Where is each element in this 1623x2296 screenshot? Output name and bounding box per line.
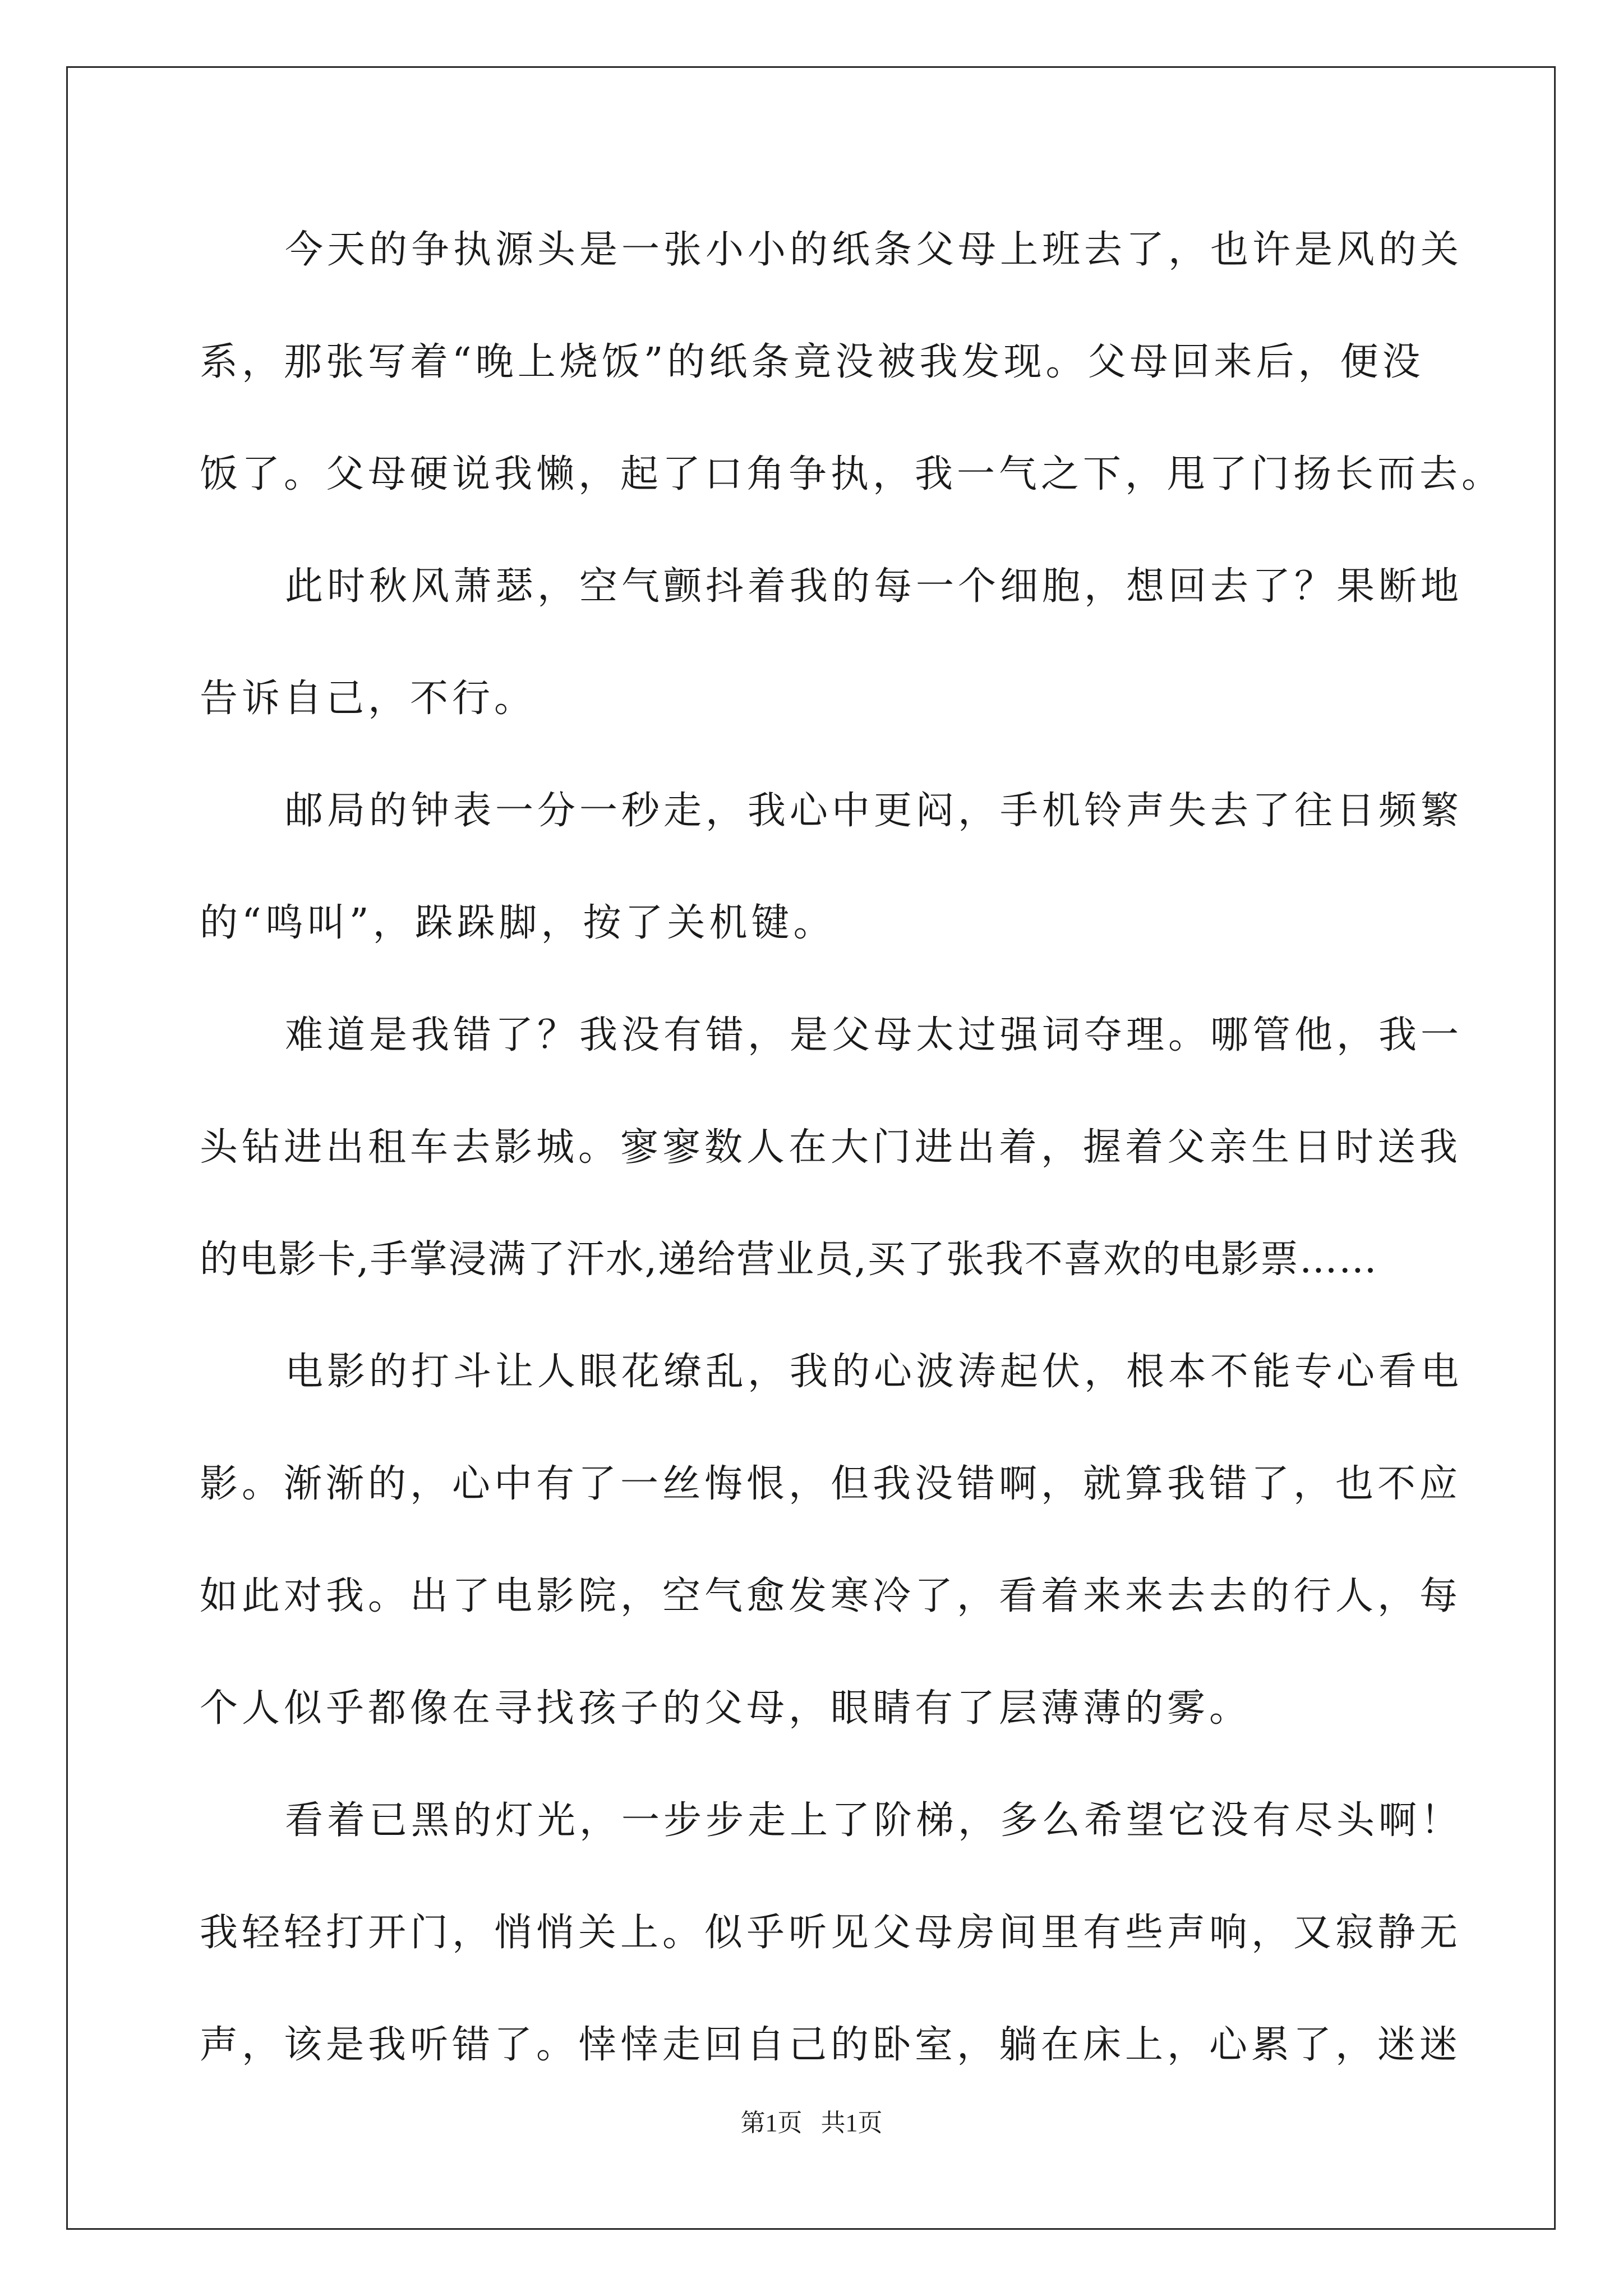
body-line: 的电影卡,手掌浸满了汗水,递给营业员,买了张我不喜欢的电影票…… [200, 1237, 1378, 1282]
body-line: 电影的打斗让人眼花缭乱，我的心波涛起伏，根本不能专心看电 [285, 1350, 1463, 1394]
body-line: 声，该是我听错了。悻悻走回自己的卧室，躺在床上，心累了，迷迷 [200, 2023, 1462, 2067]
body-line: 我轻轻打开门，悄悄关上。似乎听见父母房间里有些声响，又寂静无 [200, 1911, 1462, 1955]
page-number-footer: 第1页 共1页 [740, 2109, 883, 2137]
body-line: 看着已黑的灯光，一步步走上了阶梯，多么希望它没有尽头啊！ [285, 1798, 1463, 1843]
body-line: 今天的争执源头是一张小小的纸条父母上班去了，也许是风的关 [285, 228, 1463, 272]
body-line: 告诉自己，不行。 [200, 677, 537, 721]
body-line: 难道是我错了？我没有错，是父母太过强词夺理。哪管他，我一 [285, 1013, 1463, 1057]
body-line: 系，那张写着“晚上烧饭”的纸条竟没被我发现。父母回来后，便没 [200, 340, 1424, 384]
body-line: 此时秋风萧瑟，空气颤抖着我的每一个细胞，想回去了？果断地 [285, 564, 1463, 609]
body-line: 邮局的钟表一分一秒走，我心中更闷，手机铃声失去了往日频繁 [285, 789, 1463, 833]
body-line: 饭了。父母硬说我懒，起了口角争执，我一气之下，甩了门扬长而去。 [200, 452, 1504, 496]
body-line: 的“鸣叫”，跺跺脚，按了关机键。 [200, 901, 836, 945]
body-line: 个人似乎都像在寻找孩子的父母，眼睛有了层薄薄的雾。 [200, 1686, 1252, 1731]
body-line: 影。渐渐的，心中有了一丝悔恨，但我没错啊，就算我错了，也不应 [200, 1462, 1462, 1506]
body-line: 如此对我。出了电影院，空气愈发寒冷了，看着来来去去的行人，每 [200, 1574, 1462, 1618]
body-line: 头钻进出租车去影城。寥寥数人在大门进出着，握着父亲生日时送我 [200, 1125, 1462, 1170]
